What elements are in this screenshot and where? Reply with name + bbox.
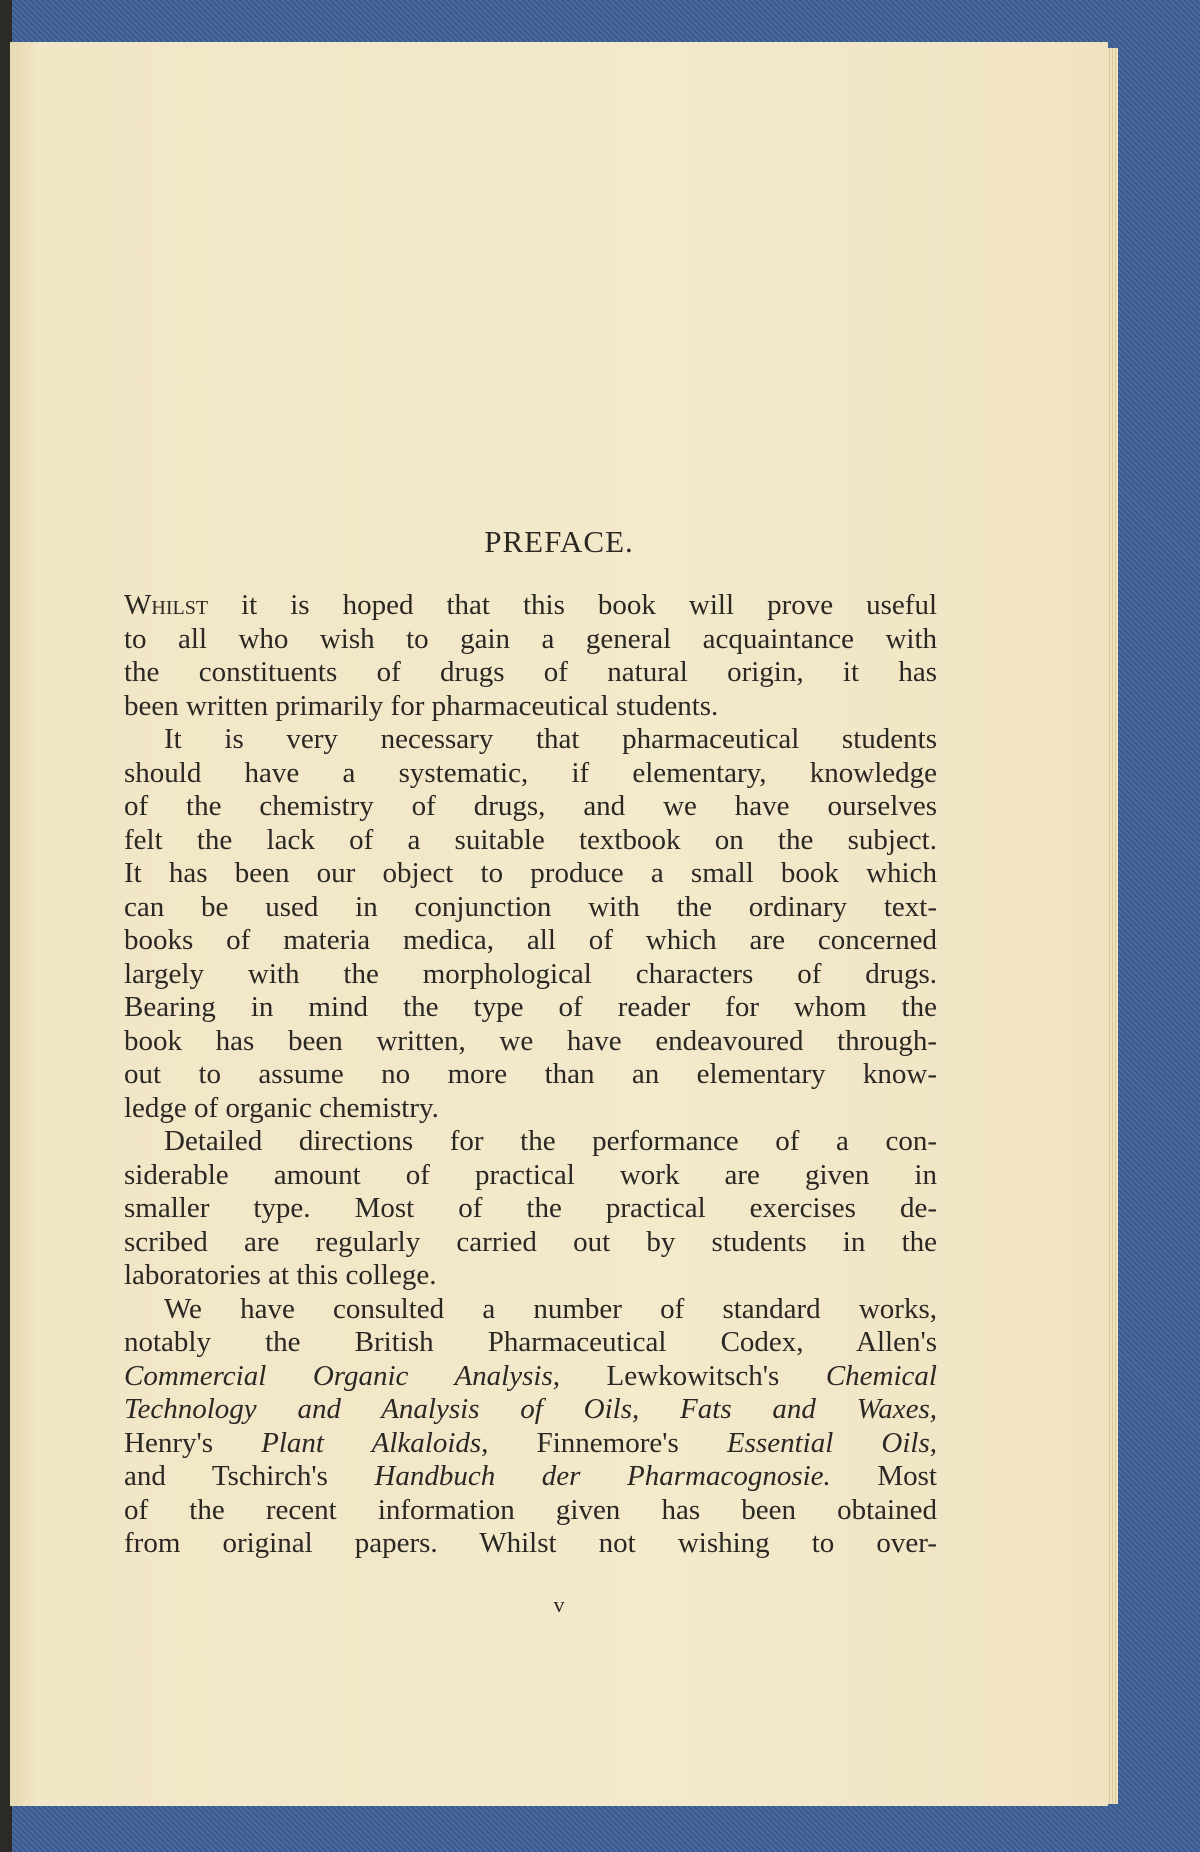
text-segment: ledge of organic chemistry.	[124, 1091, 439, 1124]
italic-title: Chemical	[825, 1359, 937, 1392]
text-segment: smaller type. Most of the practical exercises de-	[124, 1192, 937, 1224]
small-caps-word: Whilst	[124, 589, 209, 621]
text-line	[124, 1393, 937, 1427]
text-line	[124, 1159, 937, 1193]
italic-title: Handbuch der Pharmacognosie.	[374, 1460, 831, 1492]
text-segment: out to assume no more than an elementary know-	[124, 1058, 937, 1090]
text-segment: Detailed directions for the performance of a con-	[164, 1125, 937, 1157]
text-segment: books of materia medica, all of which are concerned	[124, 924, 937, 956]
text-segment: notably the British Pharmaceutical Codex, Allen's	[124, 1326, 937, 1358]
text-line	[124, 1460, 937, 1494]
text-segment: siderable amount of practical work are given in	[124, 1158, 937, 1191]
text-line	[124, 857, 937, 891]
text-segment: should have a systematic, if elementary, knowledge	[124, 756, 937, 789]
text-segment: felt the lack of a suitable textbook on the subject.	[124, 823, 937, 856]
text-segment: It has been our object to produce a small book which	[124, 857, 937, 889]
text-segment: the constituents of drugs of natural origin, it has	[124, 656, 937, 688]
text-line	[124, 1326, 937, 1360]
text-line	[124, 1092, 937, 1126]
text-segment: We have consulted a number of standard works,	[164, 1292, 937, 1325]
text-line	[124, 623, 937, 657]
text-segment: It is very necessary that pharmaceutical students	[164, 723, 937, 755]
text-segment: of the chemistry of drugs, and we have ourselves	[124, 790, 937, 822]
text-line	[124, 1427, 937, 1461]
book-page	[10, 42, 1108, 1806]
text-line	[124, 1494, 937, 1528]
text-line	[124, 1226, 937, 1260]
text-line	[124, 1293, 937, 1327]
text-line	[124, 1527, 937, 1561]
text-line	[124, 723, 937, 757]
text-line	[124, 1058, 937, 1092]
text-line	[124, 1125, 937, 1159]
text-line	[124, 991, 937, 1025]
text-segment: Most	[830, 1460, 937, 1492]
text-segment: Finnemore's	[488, 1426, 727, 1459]
text-line	[124, 757, 937, 791]
text-segment: Henry's	[124, 1426, 262, 1459]
preface-text	[124, 589, 937, 1561]
italic-title: Commercial Organic Analysis,	[124, 1359, 560, 1392]
text-line	[124, 958, 937, 992]
text-segment: can be used in conjunction with the ordinary text-	[124, 890, 937, 923]
page-number: v	[553, 1592, 565, 1617]
text-line	[124, 589, 937, 623]
text-line	[124, 824, 937, 858]
text-line	[124, 1360, 937, 1394]
italic-title: Essential Oils,	[726, 1426, 938, 1459]
italic-title: Technology and Analysis of Oils, Fats and Waxes,	[124, 1393, 937, 1425]
text-line	[124, 1259, 937, 1293]
text-line	[124, 656, 937, 690]
text-line	[124, 790, 937, 824]
text-segment: it is hoped that this book will prove useful	[208, 589, 937, 621]
text-line	[124, 1025, 937, 1059]
text-line	[124, 1192, 937, 1226]
text-segment: of the recent information given has been obtained	[124, 1493, 937, 1526]
text-segment: Bearing in mind the type of reader for whom the	[124, 991, 937, 1023]
text-line	[124, 924, 937, 958]
text-segment: book has been written, we have endeavoured through-	[124, 1024, 937, 1057]
text-segment: been written primarily for pharmaceutical students.	[124, 689, 719, 722]
text-line	[124, 891, 937, 925]
text-segment: Lewkowitsch's	[559, 1359, 826, 1392]
page-title: PREFACE.	[484, 524, 634, 559]
text-segment: to all who wish to gain a general acquaintance with	[124, 622, 937, 655]
text-segment: from original papers. Whilst not wishing to over-	[124, 1527, 937, 1559]
text-segment: and Tschirch's	[124, 1460, 375, 1492]
text-segment: scribed are regularly carried out by students in the	[124, 1225, 937, 1258]
text-segment: largely with the morphological characters of drugs.	[124, 957, 937, 990]
text-line	[124, 690, 937, 724]
italic-title: Plant Alkaloids,	[261, 1426, 489, 1459]
text-segment: laboratories at this college.	[124, 1259, 437, 1291]
